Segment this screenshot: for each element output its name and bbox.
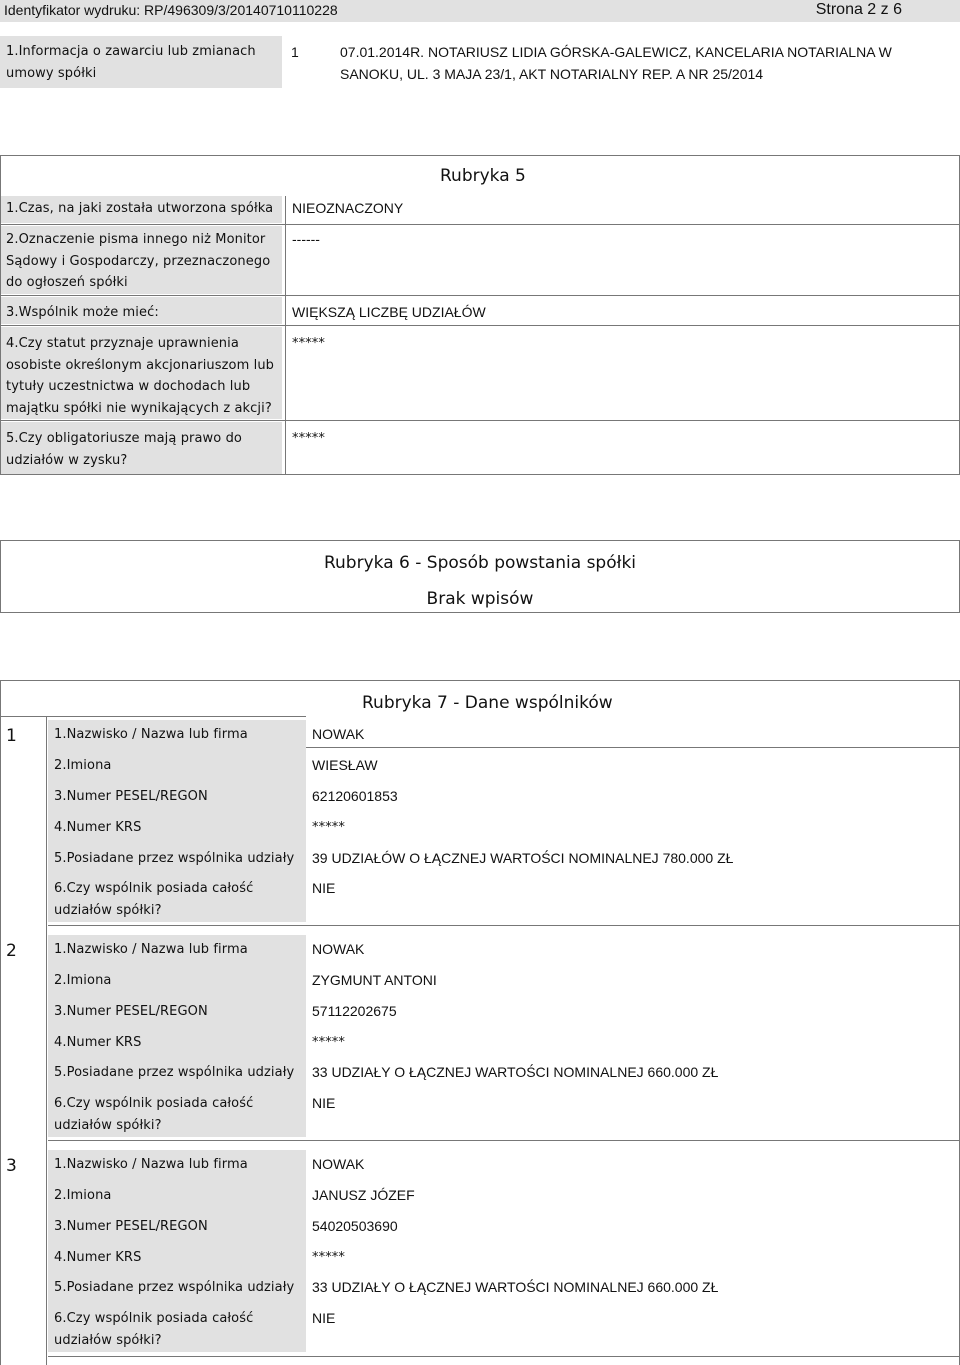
p3-name: NOWAK — [312, 1156, 365, 1172]
rubryka6-title: Rubryka 6 - Sposób powstania spółki — [323, 553, 637, 573]
p1-krs: ***** — [312, 820, 345, 835]
p2-whole: NIE — [312, 1095, 336, 1111]
r5-label-5: 5.Czy obligatoriusze mają prawo do udziałów w zysku? — [6, 431, 242, 468]
p3-label-name: 1.Nazwisko / Nazwa lub firma — [54, 1157, 248, 1172]
r5-label-2: 2.Oznaczenie pisma innego niż Monitor Sądowy i Gospodarczy, przeznaczonego do ogłoszeń spółki — [6, 232, 271, 290]
p2-krs: ***** — [312, 1035, 345, 1050]
r5-rule-2 — [0, 295, 960, 296]
p2-name: NOWAK — [312, 941, 365, 957]
p1-value-rule — [306, 747, 960, 748]
p3-whole: NIE — [312, 1310, 336, 1326]
p3-pesel: 54020503690 — [312, 1218, 398, 1234]
r5-label-3: 3.Wspólnik może mieć: — [6, 305, 159, 320]
p2-label-shares: 5.Posiadane przez wspólnika udziały — [54, 1065, 295, 1080]
info-label: 1.Informacja o zawarciu lub zmianach umowy spółki — [6, 44, 256, 81]
p3-label-krs: 4.Numer KRS — [54, 1250, 142, 1265]
r5-value-5: ***** — [292, 431, 325, 446]
print-identifier: Identyfikator wydruku: RP/496309/3/20140710110228 — [4, 2, 338, 18]
p2-label-first: 2.Imiona — [54, 973, 112, 988]
p1-label-first: 2.Imiona — [54, 758, 112, 773]
p3-row-rule — [48, 1356, 960, 1357]
info-value: 07.01.2014R. NOTARIUSZ LIDIA GÓRSKA-GALEWICZ, KANCELARIA NOTARIALNA W SANOKU, UL. 3 MAJA 23/1, AKT NOTARIALNY REP. A NR 25/2014 — [340, 44, 892, 82]
r5-rule-3 — [0, 325, 960, 326]
p3-label-shares: 5.Posiadane przez wspólnika udziały — [54, 1280, 295, 1295]
p1-pesel: 62120601853 — [312, 788, 398, 804]
r5-rule-1 — [0, 224, 960, 225]
p2-shares: 33 UDZIAŁY O ŁĄCZNEJ WARTOŚCI NOMINALNEJ 660.000 ZŁ — [312, 1064, 719, 1080]
r5-divider — [285, 196, 286, 474]
r5-value-4: ***** — [292, 336, 325, 351]
r5-label-1: 1.Czas, na jaki została utworzona spółka — [6, 201, 274, 216]
p3-shares: 33 UDZIAŁY O ŁĄCZNEJ WARTOŚCI NOMINALNEJ 660.000 ZŁ — [312, 1279, 719, 1295]
p2-pesel: 57112202675 — [312, 1003, 397, 1019]
partner-number-2: 2 — [6, 941, 17, 961]
p3-label-first: 2.Imiona — [54, 1188, 112, 1203]
rubryka5-title: Rubryka 5 — [440, 166, 526, 186]
p2-first: ZYGMUNT ANTONI — [312, 972, 437, 988]
p2-label-whole: 6.Czy wspólnik posiada całość udziałów spółki? — [54, 1096, 254, 1133]
p3-label-pesel: 3.Numer PESEL/REGON — [54, 1219, 208, 1234]
p1-label-pesel: 3.Numer PESEL/REGON — [54, 789, 208, 804]
p3-first: JANUSZ JÓZEF — [312, 1187, 415, 1203]
rubryka6-empty: Brak wpisów — [426, 589, 534, 609]
r5-value-3: WIĘKSZĄ LICZBĘ UDZIAŁÓW — [292, 304, 486, 320]
r5-value-2: ------ — [292, 231, 320, 247]
r5-value-1: NIEOZNACZONY — [292, 200, 404, 216]
p1-shares: 39 UDZIAŁÓW O ŁĄCZNEJ WARTOŚCI NOMINALNEJ 780.000 ZŁ — [312, 850, 734, 866]
p2-label-krs: 4.Numer KRS — [54, 1035, 142, 1050]
p1-first: WIESŁAW — [312, 757, 378, 773]
partner-number-1: 1 — [6, 726, 17, 746]
p1-name: NOWAK — [312, 726, 365, 742]
rubryka7-title: Rubryka 7 - Dane wspólników — [362, 693, 613, 713]
p1-label-whole: 6.Czy wspólnik posiada całość udziałów spółki? — [54, 881, 254, 918]
r7-number-divider — [46, 716, 47, 1365]
p2-row-rule — [48, 1140, 960, 1141]
partner-number-3: 3 — [6, 1156, 17, 1176]
r5-rule-4 — [0, 420, 960, 421]
p1-label-shares: 5.Posiadane przez wspólnika udziały — [54, 851, 295, 866]
p1-label-krs: 4.Numer KRS — [54, 820, 142, 835]
p2-label-name: 1.Nazwisko / Nazwa lub firma — [54, 942, 248, 957]
p3-krs: ***** — [312, 1250, 345, 1265]
page-number: Strona 2 z 6 — [815, 1, 902, 18]
r5-label-4: 4.Czy statut przyznaje uprawnienia osobiste określonym akcjonariuszom lub tytuły uczestnictwa w dochodach lub majątku spółki nie wynikających z akcji? — [6, 336, 275, 416]
p3-label-whole: 6.Czy wspólnik posiada całość udziałów spółki? — [54, 1311, 254, 1348]
p2-label-pesel: 3.Numer PESEL/REGON — [54, 1004, 208, 1019]
p1-whole: NIE — [312, 880, 336, 896]
p1-label-name: 1.Nazwisko / Nazwa lub firma — [54, 727, 248, 742]
info-number: 1 — [291, 44, 299, 60]
p1-row-rule — [48, 925, 960, 926]
